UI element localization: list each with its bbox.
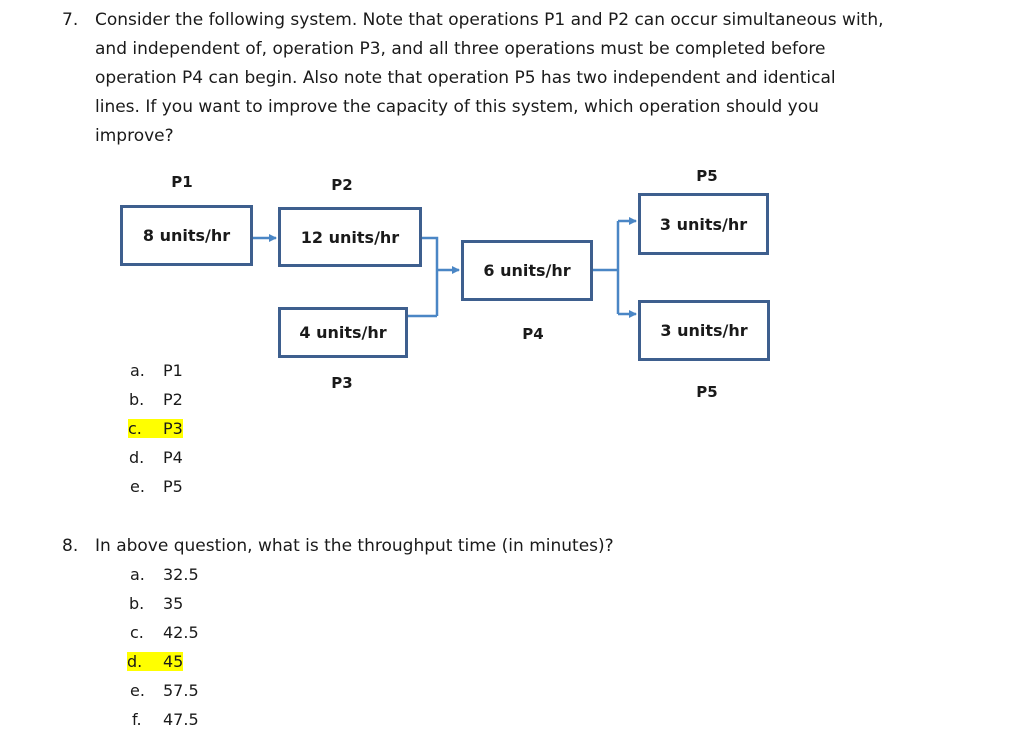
question-7-line: lines. If you want to improve the capacity of this system, which operation should you [95, 97, 819, 117]
p3-label: P3 [331, 374, 353, 392]
p5-bottom-label: P5 [696, 383, 718, 401]
p2-box: 12 units/hr [278, 207, 422, 267]
option-letter: e. [130, 477, 145, 496]
question-8-text: In above question, what is the throughput time (in minutes)? [95, 536, 614, 556]
question-8-number: 8. [62, 536, 79, 556]
question-7-number: 7. [62, 10, 79, 30]
option-text: 42.5 [163, 623, 199, 642]
option-letter: e. [130, 681, 145, 700]
p1-label: P1 [171, 173, 193, 191]
option-text: 32.5 [163, 565, 199, 584]
option-letter: b. [129, 390, 145, 409]
p4-box: 6 units/hr [461, 240, 593, 301]
option-text: P1 [163, 361, 183, 380]
question-7-line: Consider the following system. Note that operations P1 and P2 can occur simultaneous with, [95, 10, 884, 30]
option-letter: a. [130, 565, 145, 584]
option-letter-highlighted: d. [127, 652, 163, 671]
option-text: P2 [163, 390, 183, 409]
p3-box: 4 units/hr [278, 307, 408, 358]
connector-p2-merge [422, 238, 437, 316]
p1-box: 8 units/hr [120, 205, 253, 266]
p2-label: P2 [331, 176, 353, 194]
option-text: P4 [163, 448, 183, 467]
option-letter-highlighted: c. [128, 419, 163, 438]
p4-label: P4 [522, 325, 544, 343]
option-text: 57.5 [163, 681, 199, 700]
option-letter: d. [129, 448, 145, 467]
option-text-highlighted: P3 [163, 419, 183, 438]
option-text: 35 [163, 594, 184, 613]
p5-top-label: P5 [696, 167, 718, 185]
option-letter: a. [130, 361, 145, 380]
p5-top-box: 3 units/hr [638, 193, 769, 255]
option-text-highlighted: 45 [163, 652, 184, 671]
question-7-line: operation P4 can begin. Also note that operation P5 has two independent and identical [95, 68, 836, 88]
option-letter: c. [130, 623, 144, 642]
option-letter: f. [132, 710, 142, 729]
option-letter: b. [129, 594, 145, 613]
p5-bottom-box: 3 units/hr [638, 300, 770, 361]
option-text: P5 [163, 477, 183, 496]
question-7-line: and independent of, operation P3, and all three operations must be completed before [95, 39, 826, 59]
question-7-line: improve? [95, 126, 174, 146]
option-text: 47.5 [163, 710, 199, 729]
